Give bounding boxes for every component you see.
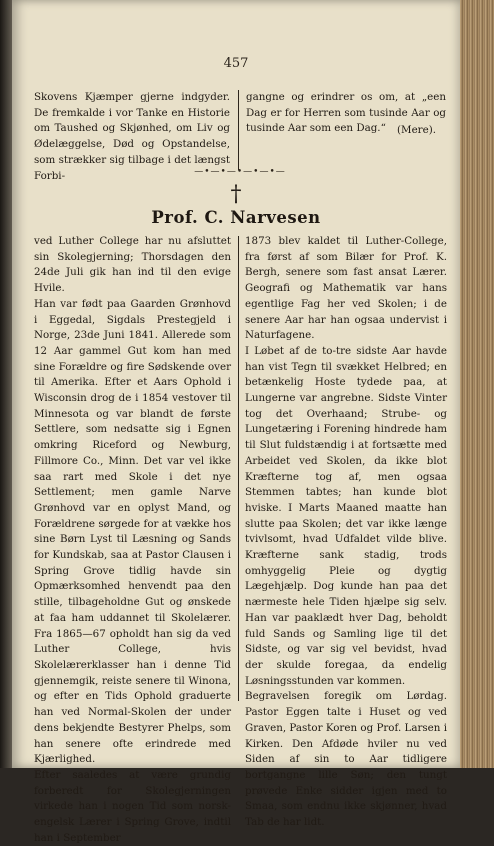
column-rule-top — [238, 90, 239, 170]
article-column-right: 1873 blev kaldet til Luther-College, fra først af som Bilær for Prof. K. Bergh, senere som fast ansat Lærer. Geografi og Mathematik var hans egentlige Fag her ved Skolen; i de senere Aar har han ogsaa undervist i Naturfagene. I Løbet af de to-tre sidste Aar havde han vist Tegn til svækket Helbred; en betænkelig Hoste tydede paa, at Lungerne var angrebne. Sidste Vinter tog det Overhaand; Strube- og Lungetæring i Forening hindrede ham til Slut fuldstændig i at fortsætte med Arbeidet ved Skolen, da ikke blot Kræfterne tog af, men ogsaa Stemmen tabtes; han kunde blot hviske. I Marts Maaned maatte han slutte paa Skolen; det var ikke længe tvivlsomt, hvad Udfaldet vilde blive. Kræfterne sank stadig, trods omhyggelig Pleie og dygtig Lægehjælp. Dog kunde han paa det nærmeste hele Tiden hjælpe sig selv. Han var paaklædt hver Dag, beholdt fuld Sands og Samling lige til det Sidste, og var sig vel bevidst, hvad der skulde foregaa, da endelig Løsningsstunden var kommen. Begravelsen foregik om Lørdag. Pastor Eggen talte i Huset og ved Graven, Pastor Koren og Prof. Larsen i Kirken. Den Afdøde hviler nu ved Siden af sin to Aar tidligere bortgangne lille Søn; den tungt prøvede Enke sidder igjen med to Smaa, som endnu ikke skjønner, hvad Tab de har lidt. — [245, 235, 447, 829]
book-page-edges — [454, 0, 494, 768]
page-number: 457 — [223, 56, 249, 71]
poem-text-left: Skovens Kjæmper gjerne indgyder. De fremkalde i vor Tanke en Historie om Taushed og Skjønhed, om Liv og Ødelæggelse, Død og Opstandelse, som strækker sig tilbage i det længst Forbi- — [34, 91, 230, 182]
article-column-left: ved Luther College har nu afsluttet sin Skolegjerning; Thorsdagen den 24de Juli gik han ind til den evige Hvile. Han var født paa Gaarden Grønhovd i Eggedal, Sigdals Prestegjeld i Norge, 23de Juni 1841. Allerede som 12 Aar gammel Gut kom han med sine Forældre og fire Sødskende over til Amerika. Efter et Aars Ophold i Wisconsin drog de i 1854 vestover til Minnesota og var blandt de første Settlere, som nedsatte sig i Egnen omkring Riceford og Newburg, Fillmore Co., Minn. Det var vel ikke saa rart med Skole i det nye Settlement; men gamle Narve Grønhovd var en oplyst Mand, og Forældrene sørgede for at vække hos sine Børn Lyst til Læsning og Sands for Kundskab, saa at Pastor Clausen i Spring Grove tidlig havde sin Opmærksomhed henvendt paa den stille, tilbageholdne Gut og ønskede at faa ham uddannet til Skolelærer. Fra 1865—67 opholdt han sig da ved Luther College, hvis Skolelærerklasser han i denne Tid gjennemgik, reiste senere til Winona, og efter en Tids Ophold graduerte han ved Normal-Skolen der under dens bekjendte Bestyrer Phelps, som han senere ofte erindrede med Kjærlighed. Efter saaledes at være grundig forberedt for Skolegjerningen virkede han i nogen Tid som norsk-engelsk Lærer i Spring Grove, indtil han i September — [34, 235, 231, 844]
section-ornament: —•—•—•—•—•— — [194, 167, 286, 177]
column-rule-bottom — [238, 236, 239, 701]
poem-text-right: gangne og erindrer os om, at „een Dag er for Herren som tusinde Aar og tusinde Aar som een Dag.“ — [246, 91, 446, 135]
book-page — [12, 0, 460, 844]
poem-attribution: (Mere). — [397, 124, 436, 136]
obituary-title: Prof. C. Narvesen — [151, 208, 321, 227]
cross-icon: † — [230, 182, 242, 207]
